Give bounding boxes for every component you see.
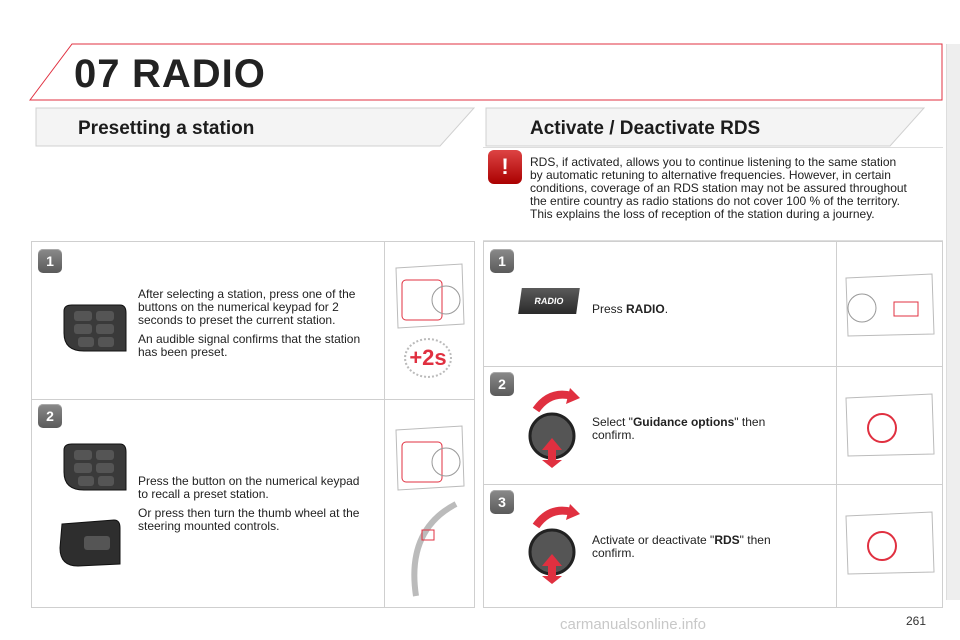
right-step-2-prefix: Select " bbox=[592, 415, 633, 429]
right-step-3-badge: 3 bbox=[490, 490, 514, 514]
left-section-title: Presetting a station bbox=[78, 118, 255, 139]
right-step-3-prefix: Activate or deactivate " bbox=[592, 533, 715, 547]
left-step-2-text bbox=[138, 475, 366, 539]
right-step-3-suffix: " then confirm. bbox=[592, 533, 771, 560]
head-unit-sketch bbox=[842, 510, 938, 576]
left-step-2-badge: 2 bbox=[38, 404, 62, 428]
right-step-1-bold: RADIO bbox=[626, 302, 665, 316]
radio-panel-sketch bbox=[392, 258, 468, 330]
right-step-2-badge: 2 bbox=[490, 372, 514, 396]
rotary-knob-icon bbox=[522, 504, 582, 584]
right-step-1-text bbox=[592, 303, 822, 316]
left-step-2-para-1: Press the button on the numerical keypad to recall a preset station. bbox=[138, 474, 360, 501]
right-step-1-badge: 1 bbox=[490, 249, 514, 273]
radio-panel-sketch bbox=[392, 420, 468, 492]
right-section-title: Activate / Deactivate RDS bbox=[530, 118, 761, 139]
chapter-number: 07 bbox=[74, 52, 121, 96]
right-step-1-suffix: . bbox=[664, 302, 669, 316]
keypad-icon bbox=[60, 303, 130, 355]
right-step-1-prefix: Press bbox=[592, 302, 627, 316]
page-number: 261 bbox=[906, 614, 927, 628]
steering-control-icon bbox=[56, 518, 122, 570]
left-step-1-badge: 1 bbox=[38, 249, 62, 273]
left-step-1-text bbox=[138, 288, 366, 365]
radio-button-graphic: RADIO bbox=[518, 288, 580, 314]
left-step-1-para-1: After selecting a station, press one of the buttons on the numerical keypad for 2 seconds to preset the current station. bbox=[138, 287, 356, 327]
left-step-1-para-2: An audible signal confirms that the station has been preset. bbox=[138, 332, 361, 359]
right-step-2-bold: Guidance options bbox=[632, 415, 735, 429]
hold-2s-badge: +2s bbox=[404, 338, 452, 378]
right-step-2-suffix: " then confirm. bbox=[592, 415, 766, 442]
head-unit-sketch bbox=[842, 272, 938, 338]
head-unit-sketch bbox=[842, 392, 938, 458]
rotary-knob-icon bbox=[522, 388, 582, 468]
warning-icon: ! bbox=[488, 150, 522, 184]
page-title: RADIO bbox=[132, 52, 266, 96]
right-step-3-bold: RDS bbox=[714, 533, 740, 547]
right-step-3-text bbox=[592, 534, 802, 560]
right-step-2-text bbox=[592, 416, 792, 442]
keypad-icon bbox=[60, 442, 130, 494]
steering-wheel-sketch bbox=[396, 500, 468, 600]
rds-note-text: RDS, if activated, allows you to continue listening to the same station by automatic retuning to alternative frequencies. However, in certain conditions, coverage of an RDS station may not be assured throughout the entire country as radio stations do not cover 100 % of the territory. This explains the loss of reception of the station during a journey. bbox=[530, 155, 907, 221]
watermark: carmanualsonline.info bbox=[560, 616, 706, 633]
left-step-2-para-2: Or press then turn the thumb wheel at the steering mounted controls. bbox=[138, 506, 360, 533]
